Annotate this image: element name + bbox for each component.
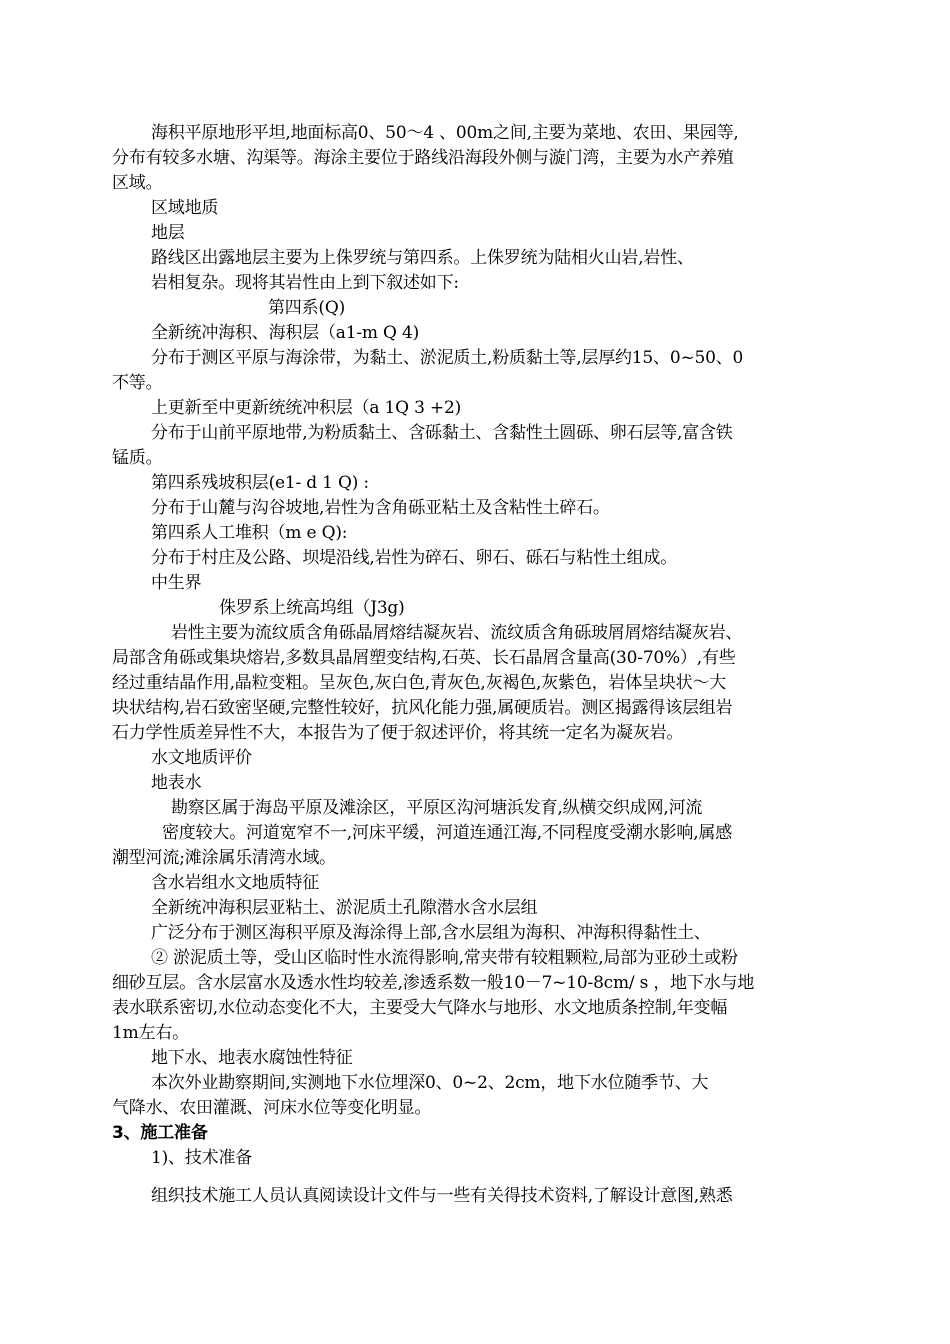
section-heading: 第四系人工堆积（m e Q): bbox=[151, 523, 348, 543]
section-heading: 全新统冲海积、海积层（a1-m Q 4) bbox=[151, 323, 420, 343]
section-heading: 地下水、地表水腐蚀性特征 bbox=[151, 1048, 353, 1068]
paragraph-line: 表水联系密切,水位动态变化不大，主要受大气降水与地形、水文地质条控制,年变幅 bbox=[112, 998, 728, 1018]
section-heading: 上更新至中更新统统冲积层（a 1Q 3 +2) bbox=[151, 398, 462, 418]
paragraph-line: 锰质。 bbox=[112, 448, 163, 468]
paragraph-line: 组织技术施工人员认真阅读设计文件与一些有关得技术资料,了解设计意图,熟悉 bbox=[151, 1186, 733, 1206]
paragraph-line: 局部含角砾或集块熔岩,多数具晶屑塑变结构,石英、长石晶屑含量高(30-70%）,有些 bbox=[112, 648, 736, 668]
section-heading: 地表水 bbox=[151, 773, 202, 793]
paragraph-line: 分布于山前平原地带,为粉质黏土、含砾黏土、含黏性土圆砾、卵石层等,富含铁 bbox=[151, 423, 733, 443]
paragraph-line: 广泛分布于测区海积平原及海涂得上部,含水层组为海积、冲海积得黏性土、 bbox=[151, 923, 711, 943]
chapter-heading: 3、施工准备 bbox=[112, 1123, 208, 1143]
paragraph-line: 区域。 bbox=[112, 173, 163, 193]
paragraph-line: 岩相复杂。现将其岩性由上到下叙述如下: bbox=[151, 273, 459, 293]
paragraph-line: 路线区出露地层主要为上侏罗统与第四系。上侏罗统为陆相火山岩,岩性、 bbox=[151, 248, 694, 268]
paragraph-line: 经过重结晶作用,晶粒变粗。呈灰色,灰白色,青灰色,灰褐色,灰紫色，岩体呈块状～大 bbox=[112, 673, 727, 693]
section-heading: 含水岩组水文地质特征 bbox=[151, 873, 319, 893]
section-heading: 第四系(Q) bbox=[268, 298, 346, 318]
paragraph-line: 分布有较多水塘、沟渠等。海涂主要位于路线沿海段外侧与漩门湾，主要为水产养殖 bbox=[112, 148, 734, 168]
paragraph-line: 岩性主要为流纹质含角砾晶屑熔结凝灰岩、流纹质含角砾玻屑屑熔结凝灰岩、 bbox=[171, 623, 743, 643]
section-heading: 地层 bbox=[151, 223, 185, 243]
paragraph-line: 分布于山麓与沟谷坡地,岩性为含角砾亚粘土及含粘性土碎石。 bbox=[151, 498, 610, 518]
section-heading: 区域地质 bbox=[151, 198, 219, 218]
paragraph-line: 1m左右。 bbox=[112, 1023, 189, 1043]
paragraph-line: ② 淤泥质土等，受山区临时性水流得影响,常夹带有较粗颗粒,局部为亚砂土或粉 bbox=[151, 948, 738, 968]
paragraph-line: 密度较大。河道宽窄不一,河床平缓，河道连通江海,不同程度受潮水影响,属感 bbox=[162, 823, 733, 843]
section-heading: 侏罗系上统高坞组（J3g) bbox=[219, 598, 405, 618]
paragraph-line: 分布于测区平原与海涂带，为黏土、淤泥质土,粉质黏土等,层厚约15、0~50、0 bbox=[151, 348, 744, 368]
paragraph-line: 勘察区属于海岛平原及滩涂区，平原区沟河塘浜发育,纵横交织成网,河流 bbox=[171, 798, 703, 818]
paragraph-line: 块状结构,岩石致密坚硬,完整性较好，抗风化能力强,属硬质岩。测区揭露得该层组岩 bbox=[112, 698, 733, 718]
section-heading: 1)、技术准备 bbox=[151, 1148, 253, 1168]
paragraph-line: 本次外业勘察期间,实测地下水位埋深0、0~2、2cm，地下水位随季节、大 bbox=[151, 1073, 709, 1093]
paragraph-line: 分布于村庄及公路、坝堤沿线,岩性为碎石、卵石、砾石与粘性土组成。 bbox=[151, 548, 678, 568]
paragraph-line: 海积平原地形平坦,地面标高0、50～4 、00m之间,主要为菜地、农田、果园等, bbox=[151, 123, 739, 143]
paragraph-line: 细砂互层。含水层富水及透水性均较差,渗透系数一般10－7~10-8cm/ s ，地下水与地 bbox=[112, 973, 755, 993]
section-heading: 中生界 bbox=[151, 573, 202, 593]
section-heading: 第四系残坡积层(e1- d 1 Q) : bbox=[151, 473, 369, 493]
paragraph-line: 潮型河流;滩涂属乐清湾水域。 bbox=[112, 848, 336, 868]
paragraph-line: 石力学性质差异性不大，本报告为了便于叙述评价，将其统一定名为凝灰岩。 bbox=[112, 723, 684, 743]
paragraph-line: 不等。 bbox=[112, 373, 163, 393]
section-heading: 全新统冲海积层亚粘土、淤泥质土孔隙潜水含水层组 bbox=[151, 898, 538, 918]
paragraph-line: 气降水、农田灌溉、河床水位等变化明显。 bbox=[112, 1098, 432, 1118]
section-heading: 水文地质评价 bbox=[151, 748, 252, 768]
